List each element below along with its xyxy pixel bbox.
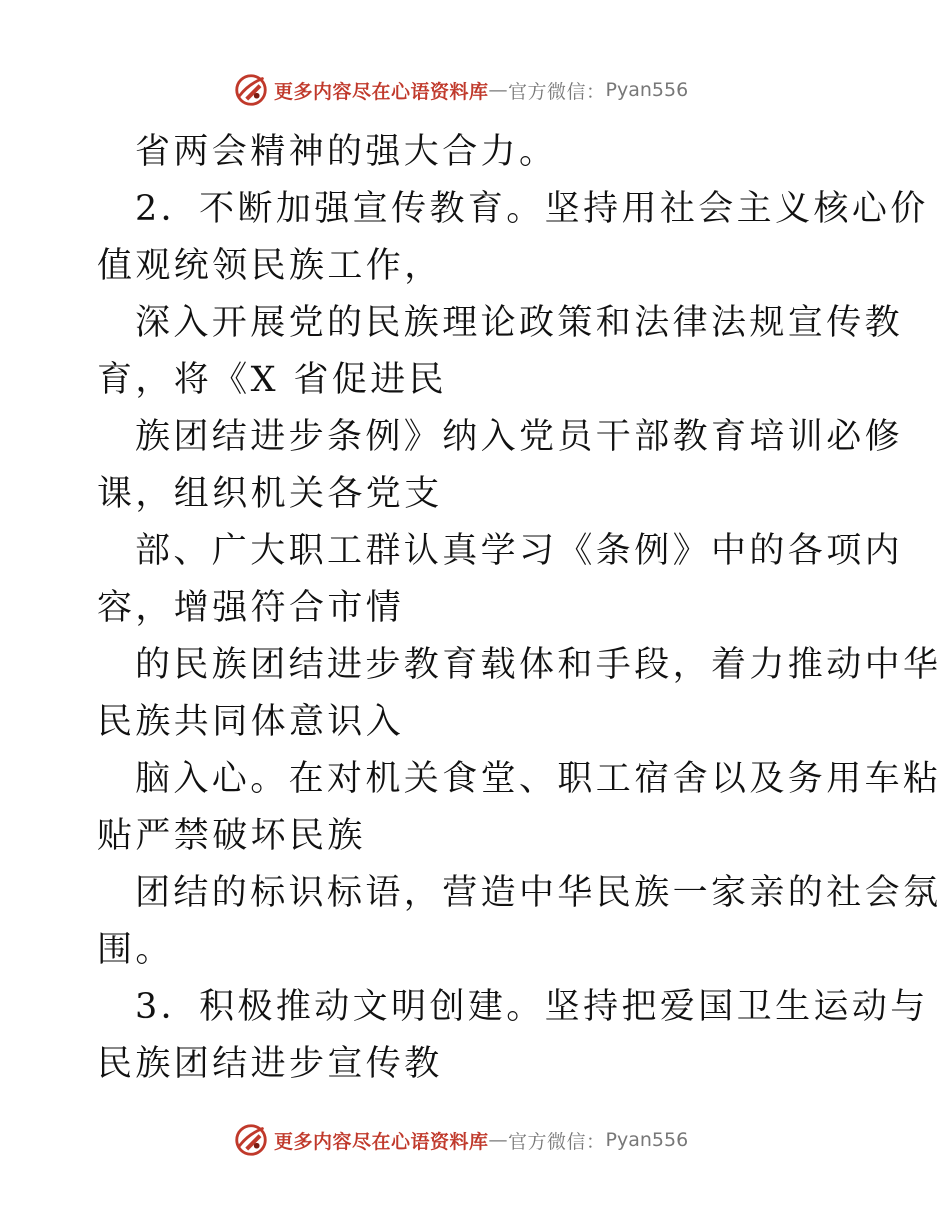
text-line: 民族团结进步宣传教 bbox=[97, 1044, 443, 1084]
text-line: 2．不断加强宣传教育。坚持用社会主义核心价 bbox=[135, 189, 929, 229]
watermark-wechat-label: 官方微信： bbox=[508, 80, 606, 103]
text-line: 围。 bbox=[97, 930, 174, 970]
text-line: 脑入心。在对机关食堂、职工宿舍以及务用车粘 bbox=[135, 759, 942, 799]
watermark-label: 更多内容尽在心语资料库 bbox=[274, 1130, 489, 1153]
watermark-wechat-id: Pyan556 bbox=[605, 1129, 689, 1151]
text-line: 容，增强符合市情 bbox=[97, 588, 405, 628]
text-line: 3．积极推动文明创建。坚持把爱国卫生运动与 bbox=[135, 987, 929, 1027]
text-line: 团结的标识标语，营造中华民族一家亲的社会氛 bbox=[135, 873, 942, 913]
pen-swirl-logo-icon bbox=[232, 71, 270, 109]
watermark-separator: — bbox=[488, 1129, 509, 1151]
header-watermark bbox=[232, 70, 732, 110]
text-line: 课，组织机关各党支 bbox=[97, 474, 443, 514]
text-line: 民族共同体意识入 bbox=[97, 702, 405, 742]
text-line: 深入开展党的民族理论政策和法律法规宣传教 bbox=[135, 303, 904, 343]
text-line: 族团结进步条例》纳入党员干部教育培训必修 bbox=[135, 417, 904, 457]
text-line: 部、广大职工群认真学习《条例》中的各项内 bbox=[135, 531, 904, 571]
watermark-separator: — bbox=[488, 79, 509, 101]
text-line: 省两会精神的强大合力。 bbox=[135, 132, 558, 172]
watermark-label: 更多内容尽在心语资料库 bbox=[274, 80, 489, 103]
text-line: 的民族团结进步教育载体和手段，着力推动中华 bbox=[135, 645, 942, 685]
watermark-wechat-id: Pyan556 bbox=[605, 79, 689, 101]
text-line: 育，将《X 省促进民 bbox=[97, 360, 448, 400]
text-line: 值观统领民族工作， bbox=[97, 246, 443, 286]
watermark-wechat-label: 官方微信： bbox=[508, 1130, 606, 1153]
pen-swirl-logo-icon bbox=[232, 1121, 270, 1159]
text-line: 贴严禁破坏民族 bbox=[97, 816, 366, 856]
footer-watermark bbox=[232, 1120, 732, 1160]
